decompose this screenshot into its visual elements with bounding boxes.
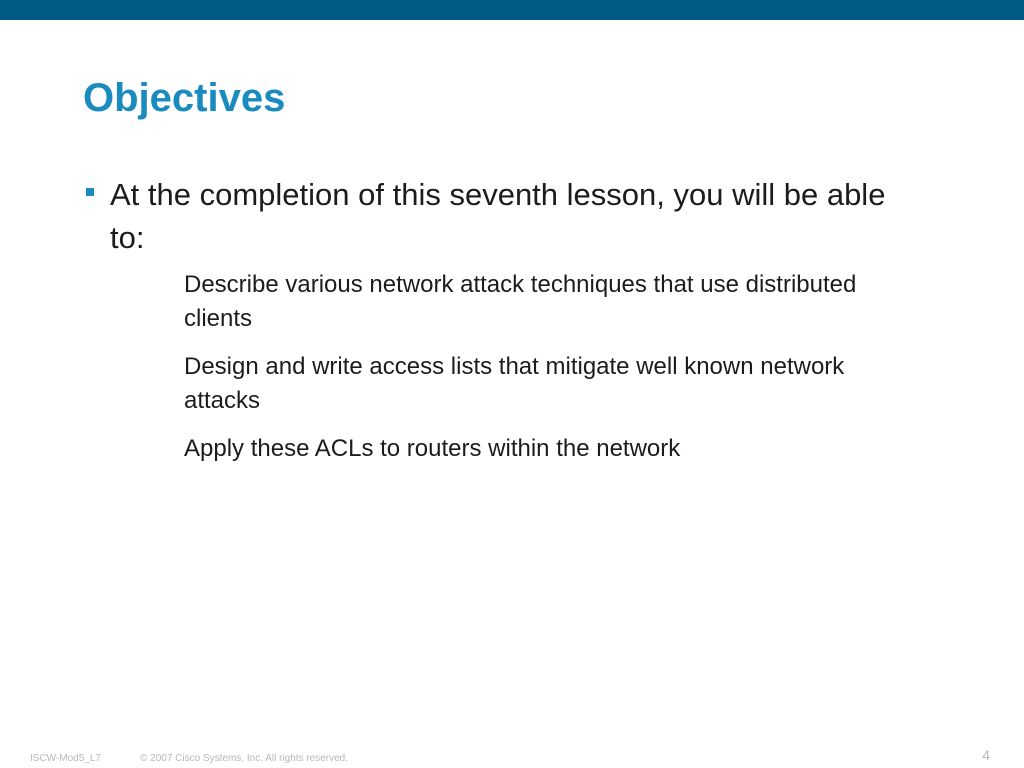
objective-item: Apply these ACLs to routers within the network [184,435,681,462]
main-bullet-text: At the completion of this seventh lesson, you will be able to: [110,177,886,255]
objective-item: Describe various network attack techniques that use distributed clients [184,271,857,332]
page-number: 4 [982,747,990,763]
objective-item: Design and write access lists that mitigate well known network attacks [184,353,845,414]
slide-title: Objectives [83,76,286,120]
footer-course-code: ISCW-Mod5_L7 [30,753,101,764]
footer-copyright: © 2007 Cisco Systems, Inc. All rights reserved. [140,753,349,764]
objectives-list [184,268,884,480]
square-bullet-icon [86,188,94,196]
header-bar [0,0,1024,20]
